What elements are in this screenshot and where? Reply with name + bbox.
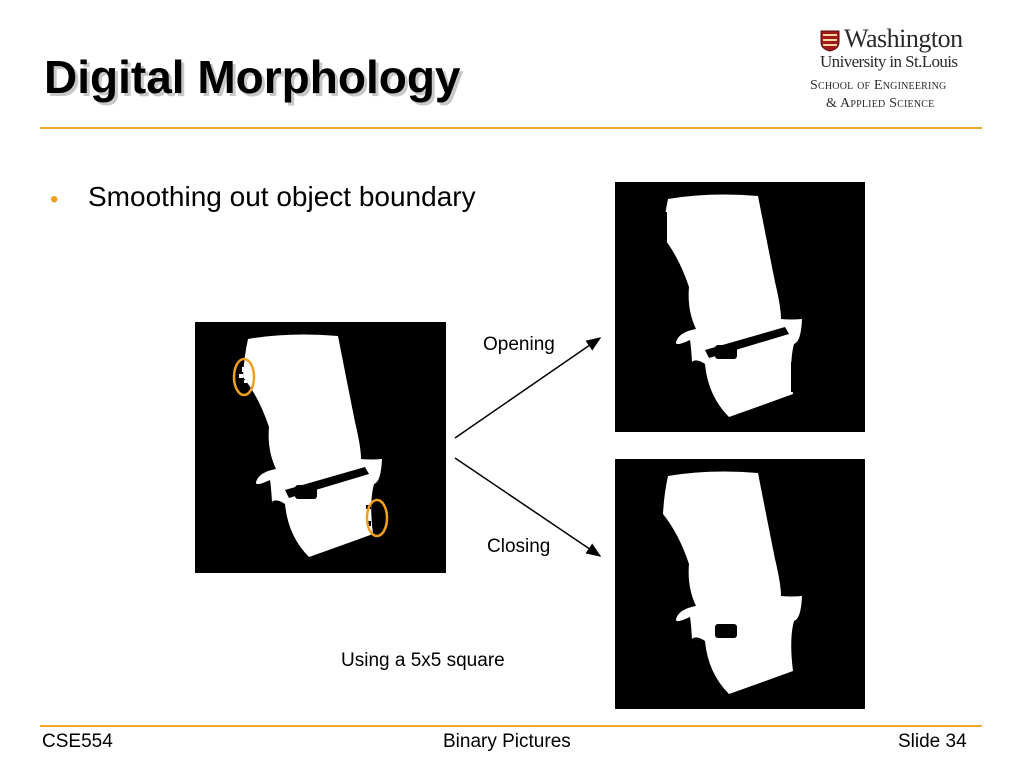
bullet-text: Smoothing out object boundary	[88, 181, 476, 212]
footer-course: CSE554	[42, 731, 113, 752]
logo-text-line3: School of Engineering	[810, 78, 947, 93]
footer-divider	[40, 725, 982, 727]
logo-text-line2: University in St.Louis	[820, 52, 958, 71]
logo-text-line4: & Applied Science	[826, 96, 935, 111]
footer-topic: Binary Pictures	[443, 731, 571, 752]
opening-label: Opening	[483, 334, 555, 355]
highlight-ring-bottom	[367, 500, 387, 536]
closing-result-image	[615, 459, 865, 709]
logo-text-line1: Washington	[844, 24, 963, 53]
footer-slide-number: Slide 34	[898, 731, 967, 752]
highlight-ring-top	[234, 359, 254, 395]
structuring-element-caption: Using a 5x5 square	[341, 650, 505, 671]
slide-title: Digital Morphology	[44, 51, 461, 103]
opening-result-image	[615, 182, 865, 432]
bullet-dot-icon: •	[50, 186, 59, 213]
closing-label: Closing	[487, 536, 551, 557]
